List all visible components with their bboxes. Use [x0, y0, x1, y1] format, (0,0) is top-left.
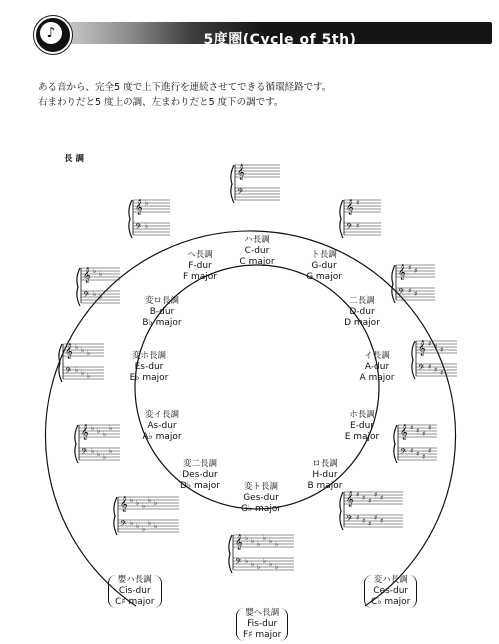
flat-icon: ♭ [91, 447, 95, 455]
flat-icon: ♭ [142, 502, 146, 510]
flat-icon: ♭ [97, 450, 101, 458]
sharp-icon: ♯ [428, 447, 432, 455]
flat-icon: ♭ [87, 372, 91, 380]
staff-e-major [394, 424, 437, 463]
staff-f-major [129, 199, 170, 238]
sharp-icon: ♯ [414, 267, 418, 275]
key-label-d-major: 二長調 D-dur D major [344, 296, 380, 328]
sharp-icon: ♯ [410, 424, 414, 432]
flat-icon: ♭ [99, 270, 103, 278]
sharp-icon: ♯ [374, 491, 378, 499]
staff-a-major [412, 340, 457, 379]
flat-icon: ♭ [75, 366, 79, 374]
flat-icon: ♭ [275, 540, 279, 548]
treble-clef-icon: 𝄞 [81, 425, 89, 440]
flat-icon: ♭ [109, 424, 113, 432]
staff-d-flat-major [114, 496, 179, 535]
sharp-icon: ♯ [434, 343, 438, 351]
flat-icon: ♭ [269, 537, 273, 545]
sharp-icon: ♯ [356, 222, 360, 230]
key-label-f-major: ヘ長調 F-dur F major [182, 250, 218, 282]
flat-icon: ♭ [245, 557, 249, 565]
flat-icon: ♭ [130, 519, 134, 527]
staff-e-flat-major [59, 343, 104, 382]
sharp-icon: ♯ [416, 427, 420, 435]
page-title: 5度圏(Cycle of 5th) [203, 32, 357, 48]
flat-icon: ♭ [257, 540, 261, 548]
staff-d-major [392, 264, 435, 303]
treble-clef-icon: 𝄞 [398, 265, 406, 280]
intro-line-2: 右まわりだと5 度上の調、左まわりだと5 度下の調です。 [38, 97, 284, 108]
bass-clef-icon: 𝄢 [135, 223, 142, 234]
flat-icon: ♭ [269, 560, 273, 568]
bass-clef-icon: 𝄢 [418, 364, 425, 375]
sharp-icon: ♯ [356, 491, 360, 499]
sharp-icon: ♯ [380, 494, 384, 502]
flat-icon: ♭ [145, 199, 149, 207]
flat-icon: ♭ [148, 519, 152, 527]
staff-b-major [340, 491, 403, 530]
flat-icon: ♭ [263, 557, 267, 565]
bass-clef-icon: 𝄢 [83, 291, 90, 302]
staff-c-major [231, 165, 280, 203]
sharp-icon: ♯ [428, 424, 432, 432]
outer-ring [46, 231, 456, 606]
sharp-icon: ♯ [440, 346, 444, 354]
flat-icon: ♭ [136, 522, 140, 530]
treble-clef-icon: 𝄞 [65, 344, 73, 359]
sharp-icon: ♯ [414, 290, 418, 298]
flat-icon: ♭ [97, 427, 101, 435]
treble-clef-icon: 𝄞 [346, 492, 354, 507]
sharp-icon: ♯ [356, 514, 360, 522]
flat-icon: ♭ [103, 430, 107, 438]
flat-icon: ♭ [275, 563, 279, 571]
flat-icon: ♭ [130, 496, 134, 504]
bass-clef-icon: 𝄢 [120, 520, 127, 531]
treble-clef-icon: 𝄞 [120, 497, 128, 512]
key-label-b-flat-major: 変ロ長調 B-dur B♭ major [142, 296, 182, 328]
flat-icon: ♭ [109, 447, 113, 455]
sharp-icon: ♯ [416, 450, 420, 458]
bass-clef-icon: 𝄢 [235, 558, 242, 569]
key-label-e-major: ホ長調 E-dur E major [344, 410, 380, 442]
treble-clef-icon: 𝄞 [135, 200, 143, 215]
key-label-c-sharp-major: 嬰ハ長調 Cis-dur C♯ major [108, 575, 162, 608]
flat-icon: ♭ [81, 346, 85, 354]
flat-icon: ♭ [263, 534, 267, 542]
flat-icon: ♭ [93, 267, 97, 275]
flat-icon: ♭ [91, 424, 95, 432]
treble-clef-icon: 𝄞 [400, 425, 408, 440]
sharp-icon: ♯ [434, 366, 438, 374]
sharp-icon: ♯ [362, 517, 366, 525]
intro-line-1: ある音から、完全5 度で上下進行を連続させてできる循環経路です。 [38, 82, 332, 93]
staff-b-flat-major [77, 267, 120, 306]
flat-icon: ♭ [154, 499, 158, 507]
sharp-icon: ♯ [410, 447, 414, 455]
staff-g-flat-major [229, 534, 294, 573]
sharp-icon: ♯ [368, 520, 372, 528]
sharp-icon: ♯ [408, 264, 412, 272]
key-label-c-flat-major: 変ハ長調 Ces-dur C♭ major [364, 575, 417, 608]
flat-icon: ♭ [245, 534, 249, 542]
sharp-icon: ♯ [356, 199, 360, 207]
flat-icon: ♭ [93, 290, 97, 298]
flat-icon: ♭ [99, 293, 103, 301]
sharp-icon: ♯ [380, 517, 384, 525]
flat-icon: ♭ [75, 343, 79, 351]
sharp-icon: ♯ [408, 287, 412, 295]
key-label-g-major: ト長調 G-dur G major [306, 250, 342, 282]
sharp-icon: ♯ [368, 497, 372, 505]
sharp-icon: ♯ [374, 514, 378, 522]
sharp-icon: ♯ [440, 369, 444, 377]
bass-clef-icon: 𝄢 [346, 223, 353, 234]
treble-clef-icon: 𝄞 [418, 341, 426, 356]
bass-clef-icon: 𝄢 [398, 288, 405, 299]
key-label-e-flat-major: 変ホ長調 Es-dur E♭ major [129, 351, 169, 383]
sharp-icon: ♯ [428, 340, 432, 348]
key-label-f-sharp-major: 嬰ヘ長調 Fis-dur F♯ major [236, 608, 288, 641]
section-label: 長 調 [64, 154, 84, 164]
sharp-icon: ♯ [422, 430, 426, 438]
flat-icon: ♭ [251, 537, 255, 545]
flat-icon: ♭ [251, 560, 255, 568]
key-label-a-flat-major: 変イ長調 As-dur A♭ major [142, 410, 182, 442]
sharp-icon: ♯ [422, 453, 426, 461]
bass-clef-icon: 𝄢 [346, 515, 353, 526]
key-label-c-major: ハ長調 C-dur C major [239, 235, 275, 267]
key-label-b-major: ロ長調 H-dur B major [307, 459, 343, 491]
staff-a-flat-major [75, 424, 120, 463]
treble-clef-icon: 𝄞 [346, 200, 354, 215]
treble-clef-icon: 𝄞 [237, 165, 245, 180]
flat-icon: ♭ [136, 499, 140, 507]
flat-icon: ♭ [103, 453, 107, 461]
treble-clef-icon: 𝄞 [83, 268, 91, 283]
flat-icon: ♭ [81, 369, 85, 377]
key-label-d-flat-major: 変二長調 Des-dur D♭ major [179, 459, 221, 491]
flat-icon: ♭ [148, 496, 152, 504]
sharp-icon: ♯ [362, 494, 366, 502]
sharp-icon: ♯ [428, 363, 432, 371]
flat-icon: ♭ [142, 525, 146, 533]
bass-clef-icon: 𝄢 [81, 448, 88, 459]
bass-clef-icon: 𝄢 [237, 188, 244, 199]
key-label-g-flat-major: 変ト長調 Ges-dur G♭ major [240, 482, 282, 514]
bass-clef-icon: 𝄢 [400, 448, 407, 459]
bass-clef-icon: 𝄢 [65, 367, 72, 378]
staff-g-major [340, 199, 381, 238]
key-label-a-major: イ長調 A-dur A major [359, 351, 395, 383]
flat-icon: ♭ [257, 563, 261, 571]
music-note-icon: ♪ [40, 22, 62, 44]
flat-icon: ♭ [154, 522, 158, 530]
treble-clef-icon: 𝄞 [235, 535, 243, 550]
flat-icon: ♭ [87, 349, 91, 357]
flat-icon: ♭ [145, 222, 149, 230]
